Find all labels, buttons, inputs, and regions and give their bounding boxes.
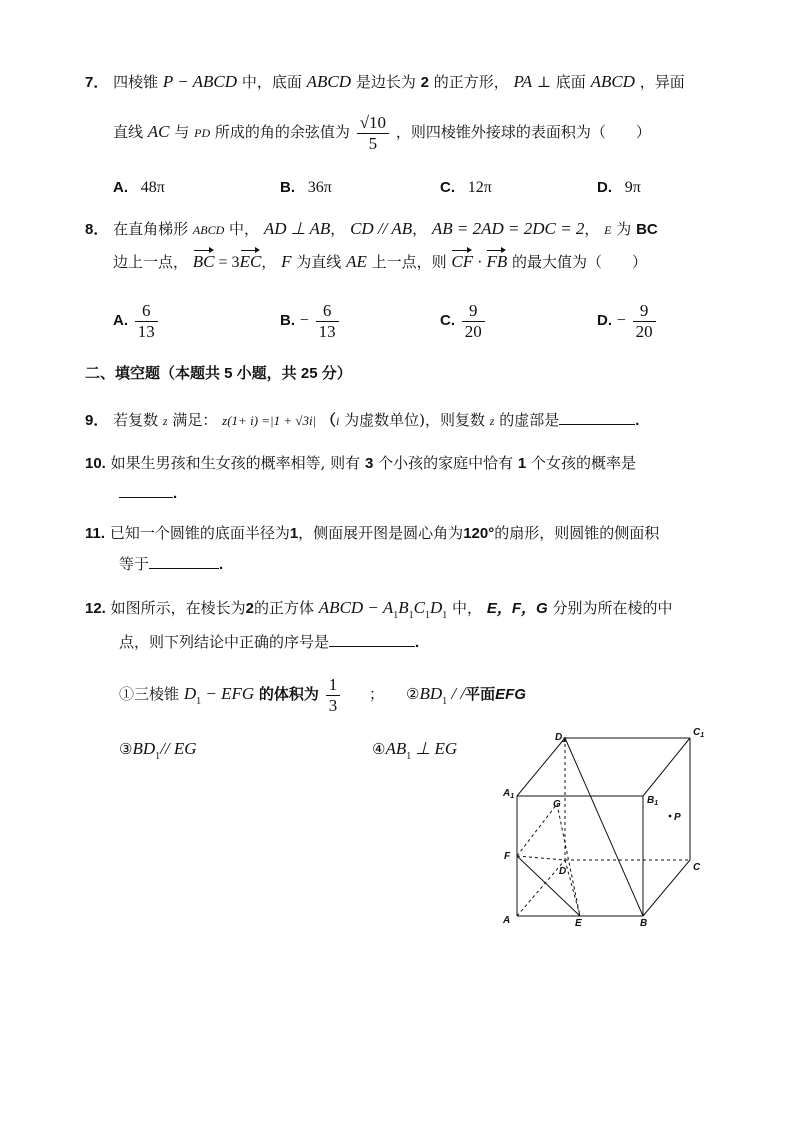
q11-answer-blank[interactable] xyxy=(149,554,219,569)
segment-f-d xyxy=(517,856,565,860)
vector-fb: FB xyxy=(486,252,508,271)
segment-f-e xyxy=(517,856,580,916)
segment-d-e xyxy=(565,860,580,916)
q11-line1: 11. 已知一个圆锥的底面半径为1，侧面展开图是圆心角为120°的扇形，则圆锥的侧面积 xyxy=(85,524,660,542)
label-e: E xyxy=(575,918,582,928)
q11-line2: 等于 . xyxy=(119,555,224,573)
q7-option-d[interactable]: D. 9π xyxy=(597,179,641,196)
segment-d1-b xyxy=(565,738,643,916)
q12-answer-blank[interactable] xyxy=(329,632,415,647)
edge-c1-b1 xyxy=(643,738,690,796)
q9-number: 9． xyxy=(85,412,109,429)
label-f: F xyxy=(504,851,511,862)
point-p xyxy=(669,815,672,818)
q8-line2: 边上一点， BC = 3EC， F 为直线 AE 上一点，则 CF · FB 的最大值为（ ） xyxy=(113,252,648,271)
label-d: D xyxy=(559,866,567,877)
vector-cf: CF xyxy=(451,252,474,271)
label-d1: $D_1$ xyxy=(555,732,567,744)
label-a1: $A_1$ xyxy=(503,788,515,800)
label-b1: $B_1$ xyxy=(647,795,659,807)
q7-option-c[interactable]: C. 12π xyxy=(440,179,492,196)
edge-d1-a1 xyxy=(517,738,565,796)
q7-cosine-fraction: $\frac{√10}{5}$ xyxy=(357,113,389,154)
label-c: C xyxy=(693,862,701,873)
edge-a-d xyxy=(517,860,565,916)
q12-statement-2: $②BD_1$ / /平面EFG xyxy=(406,684,526,707)
q12-statement-4: $④AB_1$ ⊥ EG xyxy=(372,739,458,762)
q8-option-c[interactable]: C. $\frac{9}{20}$ xyxy=(440,298,487,343)
q12-number: 12. xyxy=(85,600,106,617)
q10-answer-blank[interactable] xyxy=(119,483,173,498)
segment-f-g xyxy=(517,804,557,856)
q10-line1: 10. 如果生男孩和生女孩的概率相等, 则有 3 个小孩的家庭中恰有 1 个女孩的概率是 xyxy=(85,454,637,472)
vector-ec: EC xyxy=(239,252,262,271)
q7-line1: 7． 四棱锥 P − ABCD 中，底面 ABCD 是边长为 2 的正方形， PA ⊥ 底面 ABCD ，异面 xyxy=(85,72,685,91)
q9-line: 9． 若复数 z 满足： z(1+ i) =|1 + √3i| （i 为虚数单位)，则复数 z 的虚部是 . xyxy=(85,411,640,429)
q7-line2: 直线 AC 与 PD 所成的角的余弦值为 $\frac{√10}{5}$ ，则四棱锥外接球的表面积为（ ） xyxy=(113,112,651,153)
q8-option-a[interactable]: A. $\frac{6}{13}$ xyxy=(113,298,160,343)
label-g: G xyxy=(553,799,561,810)
q10-line2: . xyxy=(119,482,177,505)
section-heading: 二、填空题（本题共 5 小题，共 25 分） xyxy=(85,365,352,382)
q7-option-a[interactable]: A. 48π xyxy=(113,179,165,196)
edge-b-c xyxy=(643,860,690,916)
q7-option-b[interactable]: B. 36π xyxy=(280,179,332,196)
q12-line1: 12. 如图所示，在棱长为2的正方体 ABCD − $A_1B_1C_1D_1$ 中， E，F，G 分别为所在棱的中 xyxy=(85,598,673,621)
q10-number: 10. xyxy=(85,455,106,472)
q8-number: 8． xyxy=(85,221,109,238)
q9-answer-blank[interactable] xyxy=(559,410,635,425)
q8-line1: 8． 在直角梯形 ABCD 中， AD ⊥ AB， CD // AB， AB = 2AD = 2DC = 2， E 为 BC xyxy=(85,219,658,238)
q8-option-d[interactable]: D. − $\frac{9}{20}$ xyxy=(597,298,658,343)
q12-statement-1: ①三棱锥 $D_1$ − EFG 的体积为 $\frac{1}{3}$ ； xyxy=(119,674,384,715)
label-c1: $C_1$ xyxy=(693,728,705,739)
q7-number: 7． xyxy=(85,74,109,91)
cube-figure xyxy=(495,728,715,928)
label-p: P xyxy=(674,812,681,823)
q11-number: 11. xyxy=(85,525,106,542)
q12-statement-3: $③BD_1//$ EG xyxy=(119,739,197,762)
label-a: A xyxy=(503,915,511,926)
q8-option-b[interactable]: B. − $\frac{6}{13}$ xyxy=(280,298,341,343)
q12-line2: 点，则下列结论中正确的序号是 . xyxy=(119,633,420,651)
label-b: B xyxy=(640,918,648,928)
vector-bc: BC xyxy=(192,252,215,271)
